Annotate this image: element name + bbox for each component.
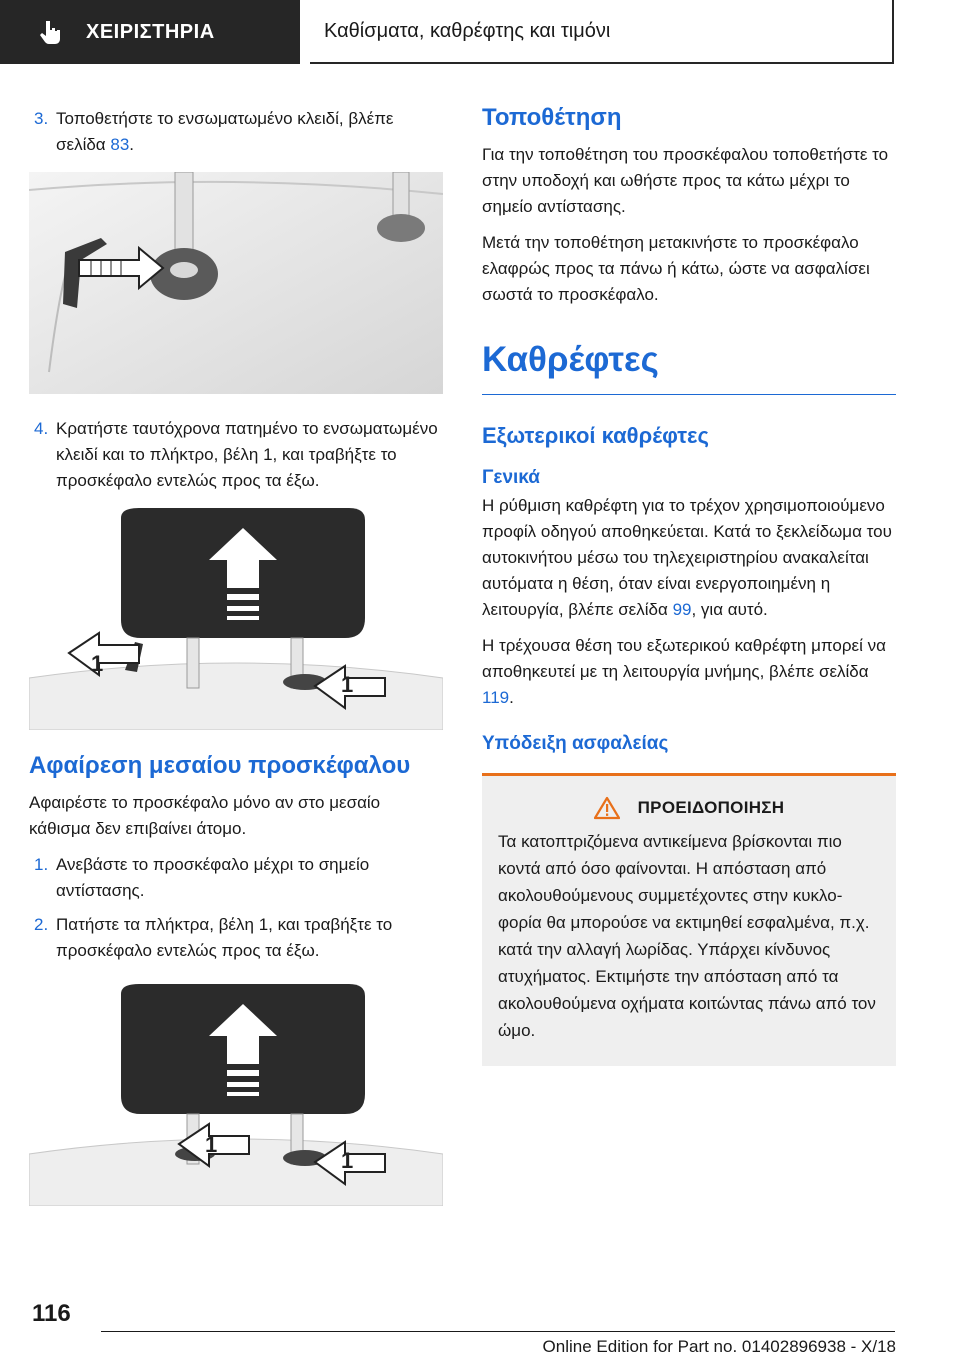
warning-title-row (498, 796, 880, 820)
callout-label-1-left: 1 (91, 651, 104, 676)
step-4 (29, 416, 443, 494)
heading-safety-note: Υπόδειξη ασφαλείας (482, 733, 669, 754)
callout-label-1-right: 1 (341, 1148, 354, 1173)
general-p2-text: Η τρέχουσα θέση του εξωτερικού καθρέφτη μπορεί να αποθηκευτεί με τη λειτουργία μνήμης, βλέπε σελίδα (482, 636, 886, 681)
warning-triangle-icon (594, 796, 620, 820)
callout-label-1-left: 1 (205, 1132, 218, 1157)
general-p1-text: Η ρύθμιση καθρέφτη για το τρέχον χρησιμοποιούμενο προφίλ οδηγού αποθηκεύεται. Κατά το ξεκλείδωμα του αυτοκινήτου μέσω του τηλεχειριστηρίου ανακαλείται αυτόματα η θέση, όταν είναι ενεργοποιημένη η λειτουργία, βλέπε σελίδα (482, 496, 892, 619)
install-paragraph-1: Για την τοποθέτηση του προσκέφαλου τοποθετήστε το στην υποδοχή και ωθήστε προς τα κάτω μέχρι το σημείο αντίστασης. (482, 145, 889, 216)
figure-headrest-key-slot (29, 172, 443, 394)
step-number: 1. (34, 855, 49, 874)
hand-pointer-icon (38, 19, 64, 45)
step-3-suffix: . (129, 135, 135, 154)
footer-divider (101, 1331, 895, 1332)
general-p1-suffix: , για αυτό. (691, 600, 768, 619)
general-paragraph-2 (482, 633, 896, 711)
page-link-99[interactable]: 99 (672, 600, 692, 619)
step-number: 2. (34, 915, 49, 934)
step-3-text: Τοποθετήστε το ενσωματωμένο κλειδί, βλέπε σελίδα (56, 109, 394, 154)
step-text: Κρατήστε ταυτόχρονα πατημένο το ενσωματωμένο κλειδί και το πλήκτρο, βέλη 1, και τραβήξτε το προσκέφαλο εντελώς προς τα έξω. (56, 419, 438, 490)
callout-label-1-right: 1 (341, 672, 354, 697)
general-paragraph-1 (482, 493, 896, 623)
heading-remove-middle-headrest: Αφαίρεση μεσαίου προσκέφαλου (29, 752, 411, 779)
warning-title: ΠΡΟΕΙΔΟΠΟΙΗΣΗ (637, 798, 785, 817)
header-chapter-box (310, 0, 894, 64)
page-link-119[interactable]: 119 (482, 688, 510, 707)
step-number: 3. (34, 109, 49, 128)
step-text (56, 106, 443, 158)
right-column (482, 104, 896, 1066)
header-chapter-title: Καθίσματα, καθρέφτης και τιμόνι (324, 19, 611, 42)
remove-paragraph: Αφαιρέστε το προσκέφαλο μόνο αν στο μεσαίο κάθισμα δεν επιβαίνει άτομο. (29, 793, 381, 838)
page-number: 116 (32, 1300, 71, 1327)
general-p2-suffix: . (509, 688, 514, 707)
page-link-83[interactable]: 83 (110, 135, 130, 154)
install-paragraph-2: Μετά την τοποθέτηση μετακινήστε το προσκέφαλο ελαφρώς προς τα πάνω ή κάτω, ώστε να ασφαλίσει σωστά το προσκέφαλο. (482, 233, 870, 304)
header-section-tab (0, 0, 300, 64)
heading-mirrors: Καθρέφτες (482, 338, 896, 395)
heading-exterior-mirrors: Εξωτερικοί καθρέφτες (482, 423, 709, 448)
footer-edition: Online Edition for Part no. 01402896938 - X/18 (542, 1337, 896, 1356)
remove-step-2 (29, 912, 443, 964)
step-text: Πατήστε τα πλήκτρα, βέλη 1, και τραβήξτε το προσκέφαλο εντελώς προς τα έξω. (56, 915, 393, 960)
step-number: 4. (34, 419, 49, 438)
warning-text: Τα κατοπτριζόμενα αντικείμενα βρίσκονται πιο κοντά από όσο φαίνονται. Η απόσταση από ακολουθούμενους συμμετέχοντες στην κυκλοφορία θα μπορούσε να εκτιμηθεί εσφαλμένα, π.χ. κατά την αλλαγή λωρίδας. Υπάρχει κίνδυνος ατυχήματος. Εκτιμήστε την απόσταση από τα ακολουθούμενα οχήματα κοιτώντας πάνω από τον ώμο. (498, 832, 876, 1040)
left-column (29, 106, 443, 1228)
warning-box (482, 773, 896, 1066)
remove-step-1 (29, 852, 443, 904)
heading-general: Γενικά (482, 467, 540, 488)
step-3 (29, 106, 443, 158)
step-text: Ανεβάστε το προσκέφαλο μέχρι το σημείο αντίστασης. (56, 855, 370, 900)
heading-install: Τοποθέτηση (482, 104, 622, 131)
header-section-title: ΧΕΙΡΙΣΤΗΡΙΑ (86, 20, 215, 43)
figure-middle-headrest-pull-out (29, 984, 443, 1206)
figure-headrest-pull-out (29, 508, 443, 730)
